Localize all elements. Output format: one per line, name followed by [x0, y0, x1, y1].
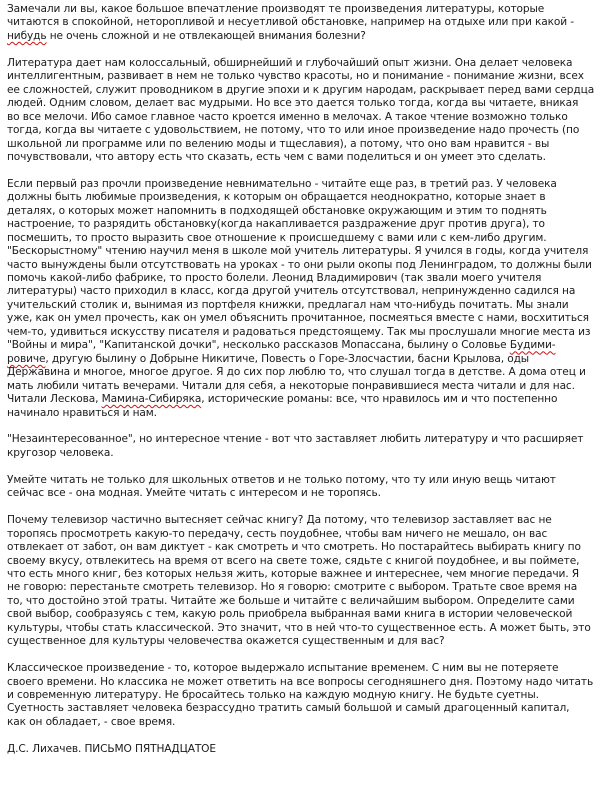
paragraph-6	[7, 514, 605, 649]
paragraph-7	[7, 662, 605, 729]
paragraph-3	[7, 178, 605, 420]
paragraph-5	[7, 474, 605, 501]
paragraph-2	[7, 57, 605, 165]
text-segment: Литература дает нам колоссальный, обширнейший и глубочайший опыт жизни. Она делает человека интеллигентным, развивает в нем не только чувство красоты, но и понимание - понимание жизни, всех ее сложностей, служит проводником в другие эпохи и к другим народам, раскрывает перед вами сердца людей. Одним словом, делает вас мудрыми. Но все это дается только тогда, когда вы читаете, вникая во все мелочи. Ибо самое главное часто кроется именно в мелочах. А такое чтение возможно только тогда, когда вы читаете с удовольствием, не потому, что то или иное произведение надо прочесть (по школьной ли программе или по велению моды и тщеславия), а потому, что оно вам нравится - вы почувствовали, что автору есть что сказать, есть чем с вами поделиться и он умеет это сделать.	[7, 56, 595, 163]
document-body	[7, 3, 605, 770]
text-segment: Умейте читать не только для школьных ответов и не только потому, что ту или иную вещь читают сейчас все - она модная. Умейте читать с интересом и не торопясь.	[7, 473, 556, 500]
spellcheck-flagged-word: нибудь	[7, 29, 47, 42]
text-segment: Классическое произведение - то, которое выдержало испытание временем. С ним вы не потеряете своего времени. Но классика не может ответить на все вопросы сегодняшнего дня. Поэтому надо читать и современную литературу. Не бросайтесь только на каждую модную книгу. Не будьте суетны. Суетность заставляет человека безрассудно тратить самый большой и самый драгоценный капитал, как он обладает, - свое время.	[7, 662, 594, 728]
text-segment: , другую былину о Добрыне Никитиче, Повесть о Горе-Злосчастии, басни Крылова, оды Державина и многое, многое другое. Я до сих пор люблю то, что слушал тогда в детстве. А дома отец и мать любили читать вечерами. Читали для себя, а некоторые понравившиеся места читали и для нас. Читали Лескова,	[7, 352, 586, 406]
author-signature: Д.С. Лихачев. ПИСЬМО ПЯТНАДЦАТОЕ	[7, 742, 216, 755]
text-segment: Замечали ли вы, какое большое впечатление производят те произведения литературы, которые читаются в спокойной, неторопливой и несуетливой обстановке, например на отдыхе или при какой -	[7, 3, 574, 29]
spellcheck-flagged-word: Будими- ровиче	[7, 339, 556, 365]
paragraph-4	[7, 433, 605, 460]
paragraph-1	[7, 3, 605, 43]
text-segment: "Незаинтересованное", но интересное чтение - вот что заставляет любить литературу и что расширяет кругозор человека.	[7, 433, 584, 459]
text-segment: Если первый раз прочли произведение невнимательно - читайте еще раз, в третий раз. У человека должны быть любимые произведения, к которым он обращается неоднократно, которые знает в деталях, о которых может напомнить в подходящей обстановке окружающим и этим то поднять настроение, то разрядить обстановку(когда накапливается раздражение друг против друга), то посмешить, то просто выразить свое отношение к происшедшему с вами или с кем-либо другим. "Бескорыстному" чтению научил меня в школе мой учитель литературы. Я учился в годы, когда учителя часто вынуждены были отсутствовать на уроках - то они рыли окопы под Ленинградом, то должны были помочь какой-либо фабрике, то просто болели. Леонид Владимирович (так звали моего учителя литературы) часто приходил в класс, когда другой учитель отсутствовал, непринужденно садился на учительский столик и, вынимая из портфеля книжки, предлагал нам что-нибудь почитать. Мы знали уже, как он умел прочесть, как он умел объяснить прочитанное, посмеяться вместе с нами, восхититься чем-то, удивиться искусству писателя и радоваться предстоящему. Так мы прослушали многие места из "Войны и мира", "Капитанской дочки", несколько рассказов Мопассана, былину о Соловье	[7, 177, 592, 352]
text-segment: не очень сложной и не отвлекающей внимания болезни?	[46, 29, 366, 42]
spellcheck-flagged-word: Мамина-Сибиряка	[101, 393, 202, 406]
text-segment: Почему телевизор частично вытесняет сейчас книгу? Да потому, что телевизор заставляет вас не торопясь просмотреть какую-то передачу, сесть поудобнее, чтобы вам ничего не мешало, он вас отвлекает от забот, он вам диктует - как смотреть и что смотреть. Но постарайтесь выбирать книгу по своему вкусу, отвлекитесь на время от всего на свете тоже, сядьте с книгой поудобнее, и вы поймете, что есть много книг, без которых нельзя жить, которые важнее и интереснее, чем многие передачи. Я не говорю: перестаньте смотреть телевизор. Но я говорю: смотрите с выбором. Тратьте свое время на то, что достойно этой траты. Читайте же больше и читайте с величайшим выбором. Определите сами свой выбор, сообразуясь с тем, какую роль приобрела выбранная вами книга в истории человеческой культуры, чтобы стать классической. Это значит, что в ней что-то существенное есть. А может быть, это существенное для культуры человечества окажется существенным и для вас?	[7, 514, 591, 648]
text-segment: , исторические романы: все, что нравилось им и что постепенно начинало нравиться и нам.	[7, 393, 558, 419]
